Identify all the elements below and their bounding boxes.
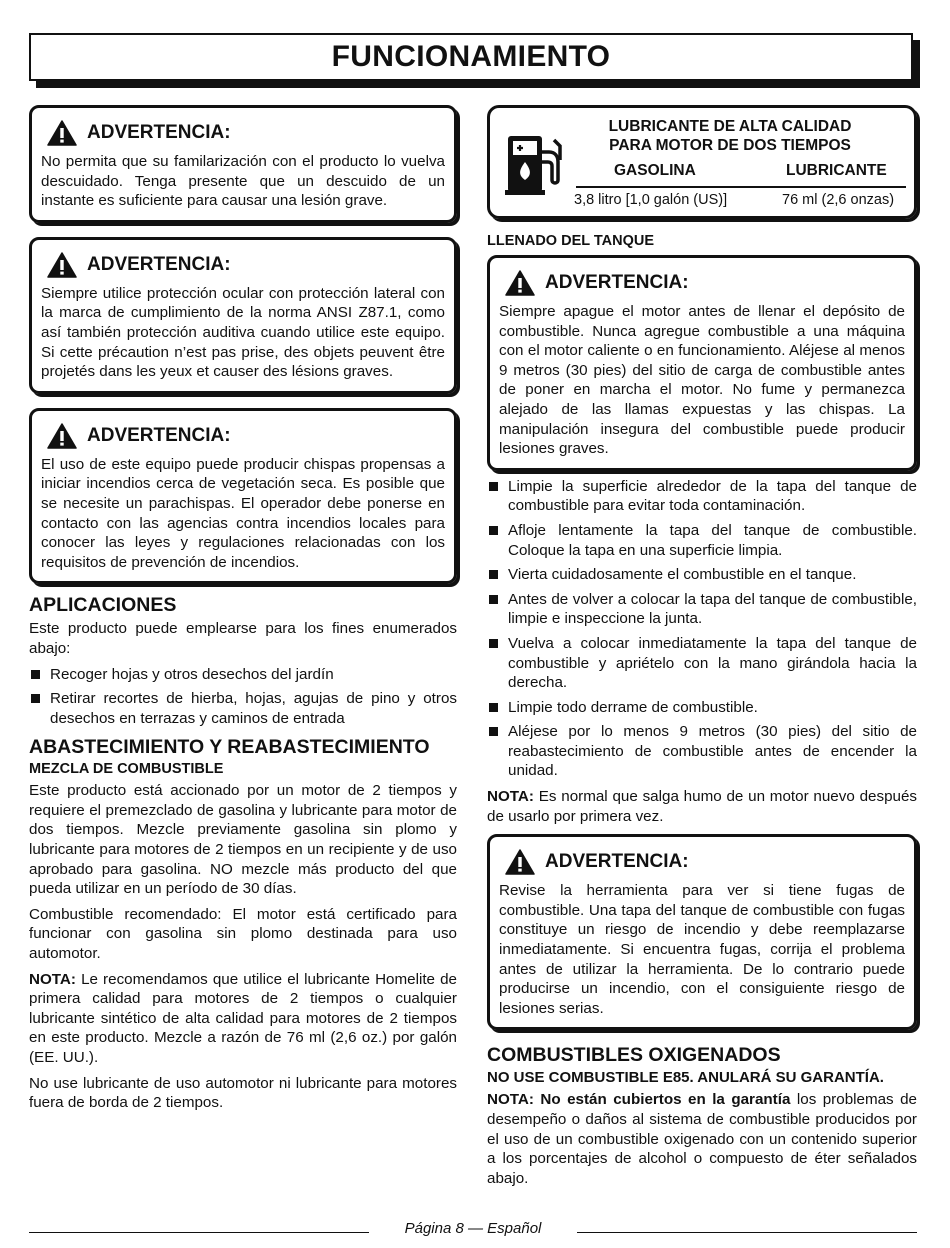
note-text: los problemas de desempeño o daños al sistema de combustible producidos por el uso de un combustible oxigenado con un contenido superior a los porcentajes de alcohol o compuesto de éter señalados abajo. bbox=[487, 1091, 917, 1187]
fuel-table-title bbox=[574, 117, 886, 155]
fuel-table-divider bbox=[576, 186, 906, 188]
list-item: Afloje lentamente la tapa del tanque de combustible. Coloque la tapa en una superficie limpia. bbox=[487, 521, 917, 560]
fueling-heading: ABASTECIMIENTO Y REABASTECIMIENTO bbox=[29, 736, 430, 759]
tank-filling-heading: LLENADO DEL TANQUE bbox=[487, 233, 655, 249]
list-item: Limpie todo derrame de combustible. bbox=[487, 698, 917, 718]
warning-box-eye-protection bbox=[29, 237, 457, 394]
note-label: NOTA: bbox=[487, 788, 534, 806]
note-label: NOTA: No están cubiertos en la garantía bbox=[487, 1091, 791, 1109]
warning-header bbox=[47, 423, 445, 449]
gasoline-column-header: GASOLINA bbox=[614, 162, 696, 179]
e85-warning-subheading: NO USE COMBUSTIBLE E85. ANULARÁ SU GARANTÍA. bbox=[487, 1069, 884, 1087]
warning-title: ADVERTENCIA: bbox=[545, 272, 689, 293]
fuel-table-title-line2: PARA MOTOR DE DOS TIEMPOS bbox=[609, 137, 851, 154]
lubricant-warning-paragraph: No use lubricante de uso automotor ni lubricante para motores fuera de borda de 2 tiempos. bbox=[29, 1074, 457, 1112]
warning-text: Revise la herramienta para ver si tiene fugas de combustible. Una tapa del tanque de combustible con fugas constituye un riesgo de incendio y debe reemplazarse inmediatamente. Si encuentra fugas, corrija el problema antes de utilizar la herramienta. De lo contrario puede producirse un incendio, con el consiguiente riesgo de lesiones serias. bbox=[499, 882, 905, 1017]
oxygenated-fuels-heading: COMBUSTIBLES OXIGENADOS bbox=[487, 1044, 781, 1067]
warning-triangle-icon bbox=[47, 252, 77, 278]
note-text: Es normal que salga humo de un motor nuevo después de usarlo por primera vez. bbox=[487, 788, 917, 825]
lubricant-column-header: LUBRICANTE bbox=[786, 162, 887, 179]
footer-text-wrap bbox=[29, 1220, 917, 1237]
page-number: Página 8 — Español bbox=[395, 1220, 552, 1237]
applications-heading: APLICACIONES bbox=[29, 594, 177, 617]
applications-intro: Este producto puede emplearse para los fines enumerados abajo: bbox=[29, 620, 457, 657]
warning-title: ADVERTENCIA: bbox=[87, 424, 231, 446]
warning-text: No permita que su familarización con el producto lo vuelva descuidado. Tenga presente que un descuido de un instante es suficiente para causar una lesión grave. bbox=[41, 153, 445, 210]
list-item: Recoger hojas y otros desechos del jardín bbox=[29, 665, 457, 685]
page-title: FUNCIONAMIENTO bbox=[29, 33, 913, 81]
warning-header bbox=[505, 270, 905, 296]
right-column bbox=[487, 105, 917, 1194]
oxygenated-note bbox=[487, 1090, 917, 1188]
note-label: NOTA: bbox=[29, 970, 76, 988]
fuel-mix-subheading: MEZCLA DE COMBUSTIBLE bbox=[29, 761, 224, 778]
warning-text: Siempre utilice protección ocular con protección lateral con la marca de cumplimiento de la norma ANSI Z87.1, como así también protección auditiva cuando utilice este equipo. Si cette précaution n’est pas prise, des objets peuvent être projetés dans les yeux et causer des lésions graves. bbox=[41, 284, 445, 381]
warning-title: ADVERTENCIA: bbox=[545, 851, 689, 873]
lubricant-note bbox=[29, 970, 457, 1068]
warning-text: Siempre apague el motor antes de llenar el depósito de combustible. Nunca agregue combustible a una máquina con el motor caliente o en funcionamiento. Aléjese al menos 9 metros (30 pies) del sitio de carga de combustible antes de poner en marcha el motor. No fume y permanezca alejado de las llamas expuestas y las chispas. La manipulación insegura del combustible puede producir lesiones graves. bbox=[499, 303, 905, 458]
warning-header bbox=[47, 120, 445, 146]
list-item: Antes de volver a colocar la tapa del tanque de combustible, limpie e inspeccione la junta. bbox=[487, 590, 917, 629]
applications-list bbox=[29, 665, 457, 729]
warning-box-fuel-leaks bbox=[487, 834, 917, 1030]
warning-triangle-icon bbox=[505, 849, 535, 875]
warning-title: ADVERTENCIA: bbox=[87, 122, 231, 143]
list-item: Retirar recortes de hierba, hojas, agujas de pino y otros desechos en terrazas y caminos de entrada bbox=[29, 689, 457, 728]
warning-triangle-icon bbox=[505, 270, 535, 296]
lubricant-value: 76 ml (2,6 onzas) bbox=[782, 192, 895, 208]
note-text: Le recomendamos que utilice el lubricante Homelite de primera calidad para motores de 2 tiempos o cualquier lubricante sintético de alta calidad para motores de 2 tiempos en este producto. Mezcle a razón de 76 ml (2,6 oz.) por galón (EE. UU.). bbox=[29, 970, 457, 1066]
warning-header bbox=[47, 252, 445, 278]
warning-box-tank-filling bbox=[487, 255, 917, 471]
warning-header bbox=[505, 849, 905, 875]
gasoline-value: 3,8 litro [1,0 galón (US)] bbox=[574, 192, 728, 208]
warning-title: ADVERTENCIA: bbox=[87, 253, 231, 275]
fuel-table-title-line1: LUBRICANTE DE ALTA CALIDAD bbox=[608, 118, 852, 135]
fuel-mix-paragraph: Este producto está accionado por un motor de 2 tiempos y requiere el premezclado de gasolina y lubricante para motor de dos tiempos. Mezcle previamente gasolina sin plomo y lubricante para motores de 2 tiempos en un recipiente y de uso aprobado para gasolina. NO mezcle más producto del que pueda utilizar en un período de 30 días. bbox=[29, 782, 457, 898]
fuel-mix-table bbox=[487, 105, 917, 219]
tank-steps-list bbox=[487, 477, 917, 781]
left-column bbox=[29, 105, 457, 1119]
recommended-fuel-paragraph: Combustible recomendado: El motor está certificado para funcionar con gasolina sin plomo destinada para uso automotor. bbox=[29, 905, 457, 963]
list-item: Vuelva a colocar inmediatamente la tapa del tanque de combustible y apriételo con la mano girándola hacia la derecha. bbox=[487, 634, 917, 693]
smoke-note bbox=[487, 787, 917, 826]
list-item: Aléjese por lo menos 9 metros (30 pies) del sitio de reabastecimiento de combustible antes de encender la unidad. bbox=[487, 722, 917, 781]
warning-text: El uso de este equipo puede producir chispas propensas a iniciar incendios cerca de vegetación seca. Es posible que se necesite un parachispas. El operador debe ponerse en contacto con las agencias contra incendios locales para conocer las leyes y regulaciones relacionadas con los requisitos de prevención de incendios. bbox=[41, 455, 445, 571]
warning-triangle-icon bbox=[47, 423, 77, 449]
list-item: Limpie la superficie alrededor de la tapa del tanque de combustible para evitar toda contaminación. bbox=[487, 477, 917, 516]
warning-box-sparks bbox=[29, 408, 457, 585]
fuel-pump-icon bbox=[504, 132, 566, 196]
warning-box-familiarity bbox=[29, 105, 457, 223]
list-item: Vierta cuidadosamente el combustible en el tanque. bbox=[487, 565, 917, 585]
warning-triangle-icon bbox=[47, 120, 77, 146]
page-footer bbox=[29, 1220, 917, 1240]
